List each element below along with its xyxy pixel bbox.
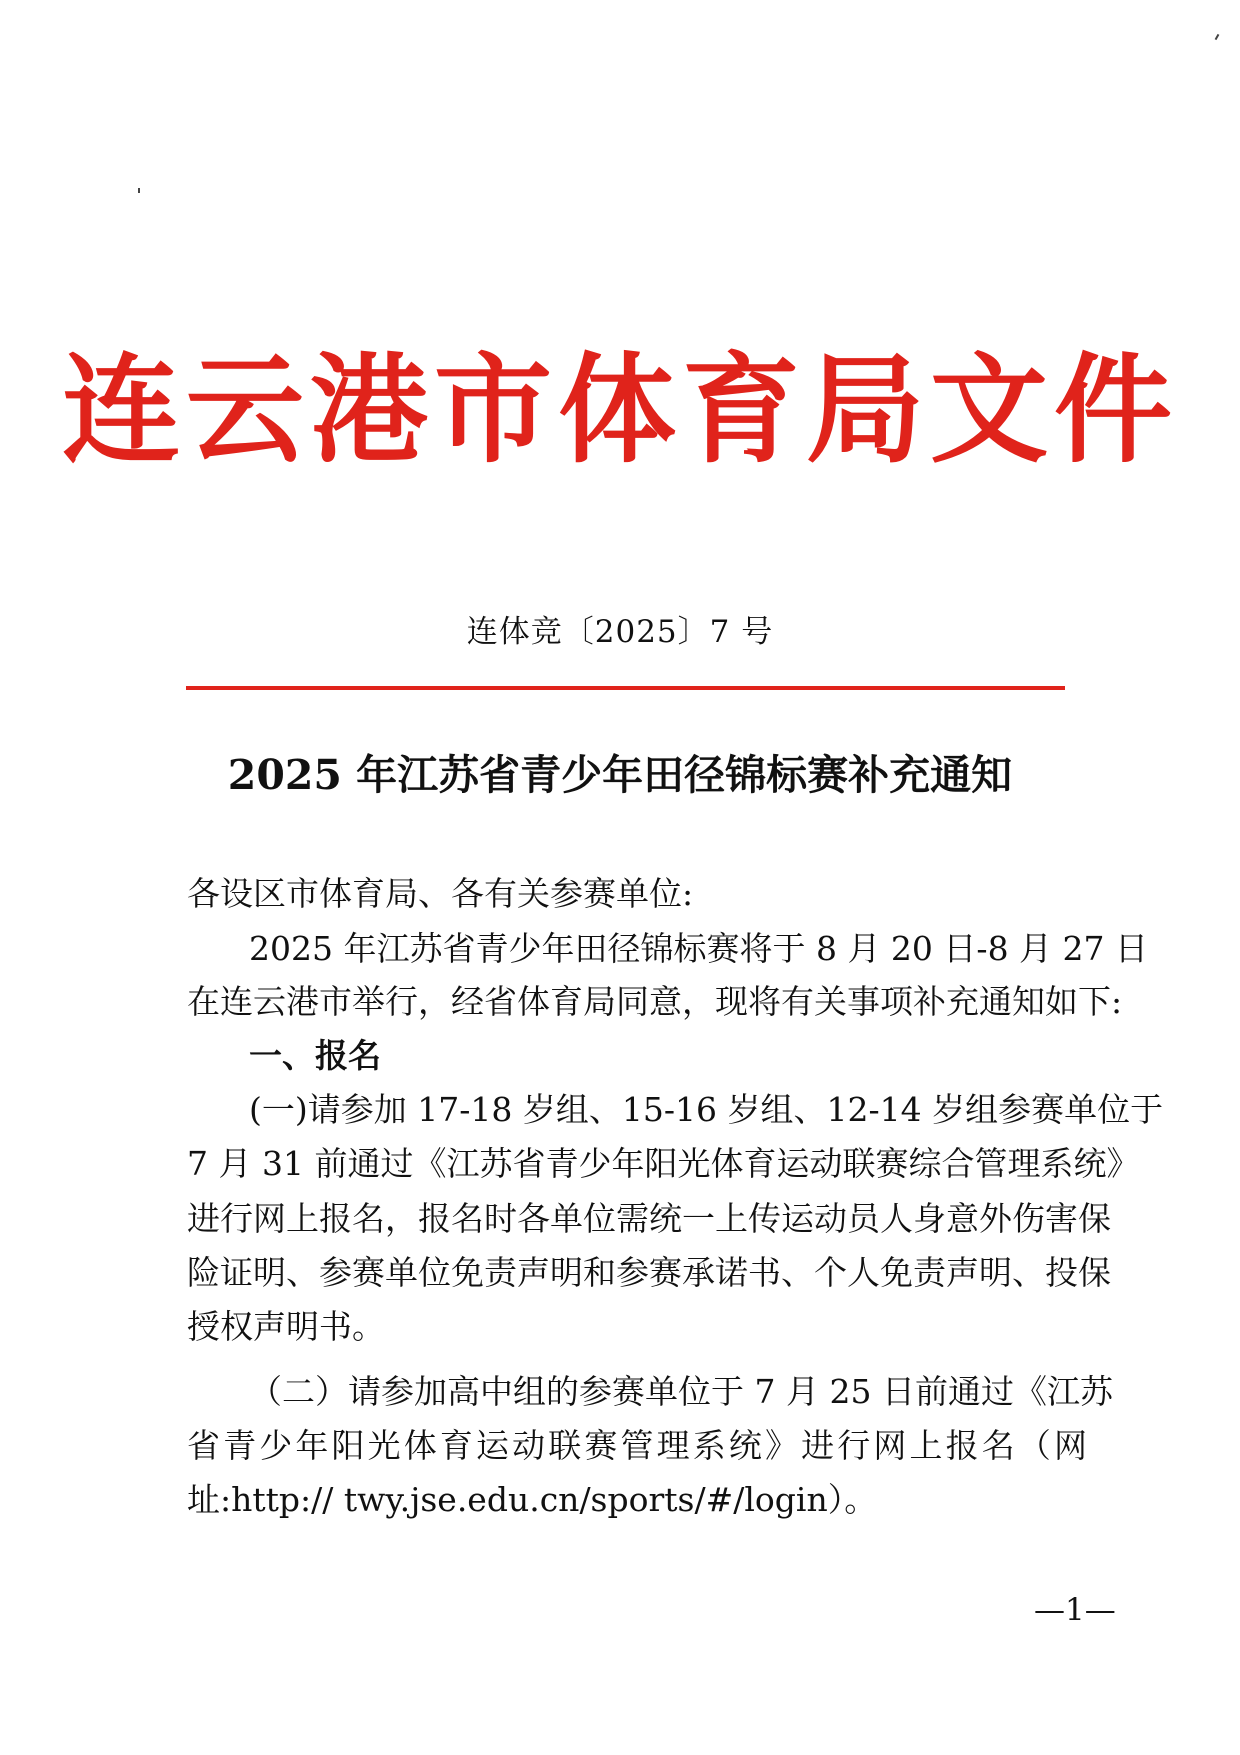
red-separator-line [186,686,1065,690]
notice-title: 2025 年江苏省青少年田径锦标赛补充通知 [227,751,1013,799]
item-2-line-3: 址:http:// twy.jse.edu.cn/sports/#/login）。 [187,1480,878,1519]
item-1-line-3: 进行网上报名，报名时各单位需统一上传运动员人身意外伤害保 [187,1199,1111,1238]
scan-speck-right [1215,34,1220,40]
item-1-line-5: 授权声明书。 [187,1307,385,1346]
salutation: 各设区市体育局、各有关参赛单位: [187,874,694,913]
intro-line-1: 2025 年江苏省青少年田径锦标赛将于 8 月 20 日-8 月 27 日 [249,929,1149,968]
item-1-line-2: 7 月 31 前通过《江苏省青少年阳光体育运动联赛综合管理系统》 [187,1144,1140,1183]
item-1-line-4: 险证明、参赛单位免责声明和参赛承诺书、个人免责声明、投保 [187,1253,1111,1292]
document-number: 连体竞〔2025〕7 号 [466,614,774,650]
item-2-line-2: 省青少年阳光体育运动联赛管理系统》进行网上报名（网 [187,1426,1087,1465]
scan-speck-left [138,188,140,193]
issuing-authority-header: 连云港市体育局文件 [61,340,1178,479]
item-2-line-1: （二）请参加高中组的参赛单位于 7 月 25 日前通过《江苏 [249,1372,1113,1411]
intro-line-2: 在连云港市举行，经省体育局同意，现将有关事项补充通知如下: [187,982,1123,1021]
item-1-line-1: (一)请参加 17-18 岁组、15-16 岁组、12-14 岁组参赛单位于 [249,1090,1164,1129]
page-number: —1— [1034,1592,1116,1628]
section-1-heading: 一、报名 [249,1036,381,1075]
